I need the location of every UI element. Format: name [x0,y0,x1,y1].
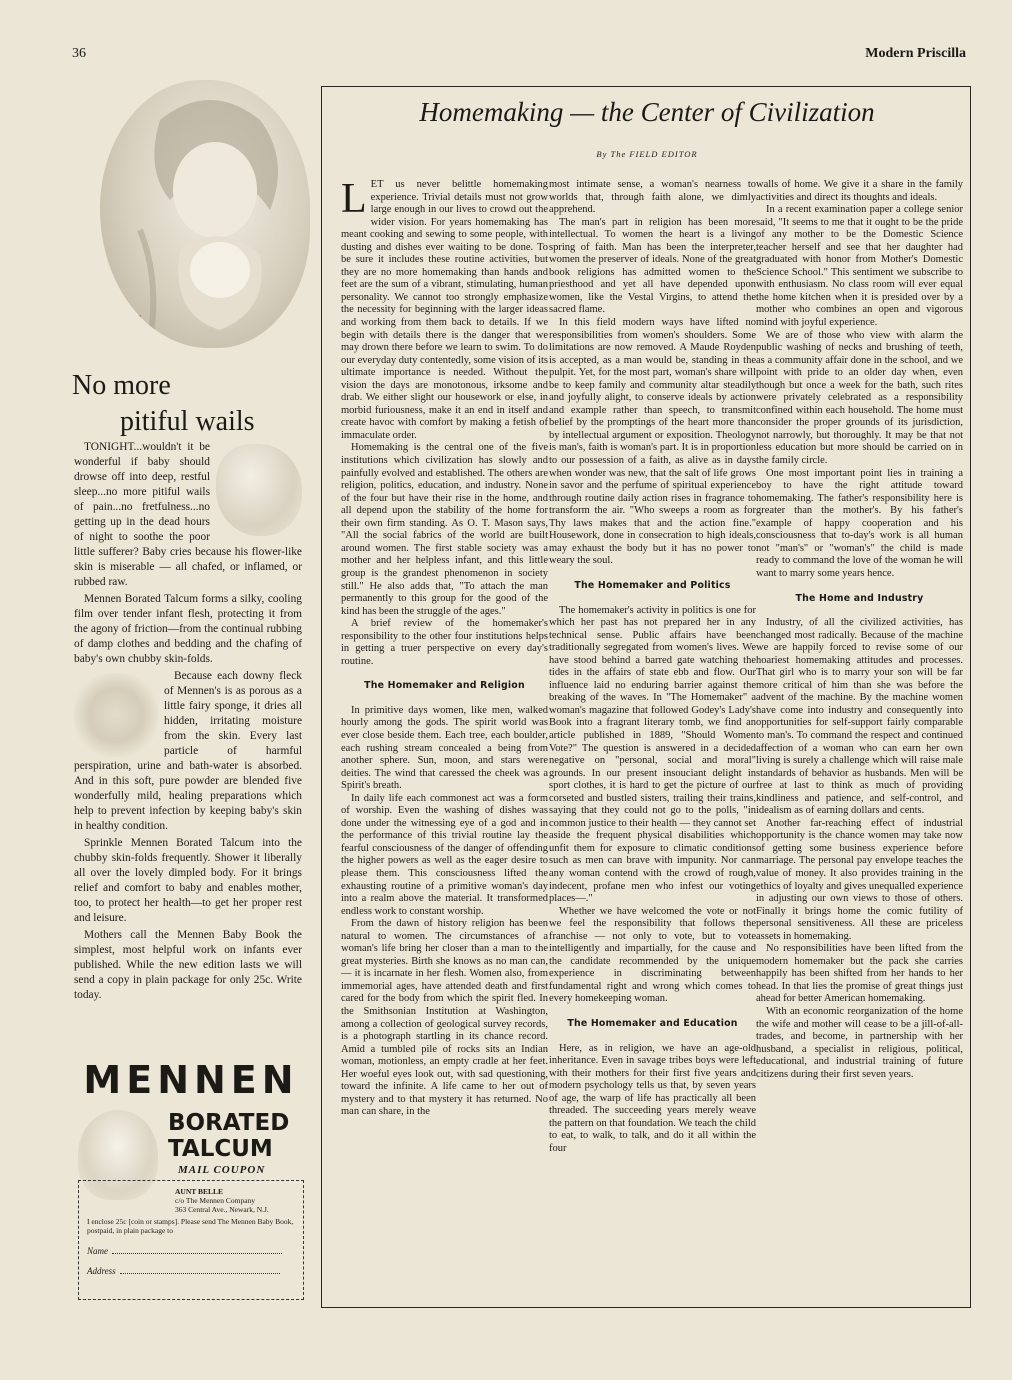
article-paragraph: One most important point lies in training a boy to have the right attitude toward homemaking. The father's responsibility here is greater than the mother's. By his father's example of happy cooperation and his consciousness that to-day's work is all human not "man's" or "woman's" the child is made ready to command the love of the woman he will want to marry some years hence. [756,467,963,579]
section-heading: The Home and Industry [795,592,924,604]
coupon-enclose-text: I enclose 25c [coin or stamps]. Please send The Mennen Baby Book, postpaid, in plain package to [87,1217,294,1235]
coupon-name-field[interactable] [87,1247,282,1256]
article-paragraph: From the dawn of history religion has been natural to women. The circumstances of a woman's life bring her closer than a man to the great mysteries. Birth she knows as no man can, — it is incarnate in her flesh. Women also, from immemorial ages, have attended death and first cared for the body from which the spirit fled. In the Smithsonian Institution at Washington, among a collection of geological survey records, is a photograph startling in its chance record. Amid a tumbled pile of rocks sits an Indian woman, motionless, an empty cradle at her feet. Her woeful eyes look out, with sad questioning, toward the infinite. A life came to her out of mystery and to that mystery it has returned. No man can share, in the [341,918,548,1118]
crying-baby-illustration [216,444,302,536]
mennen-advertisement [70,80,305,1320]
article-paragraph: With an economic reorganization of the home the wife and mother will cease to be a jill-of-all-trades, and become, in partnership with her husband, a specialist in religious, political, educational, and industrial training of future citizens during their first seven years. [756,1006,963,1080]
article-paragraph: walls of home. We give it a share in the family activities and direct its thoughts and ideals. [756,179,963,203]
ad-paragraph: Mothers call the Mennen Baby Book the simplest, most helpful work on infants ever published. While the new edition lasts we will send a copy in plain package for only 25c. Write today. [74,929,302,1001]
coupon-address-label: Address [87,1266,116,1276]
ad-headline-line1: No more [72,370,171,401]
article-paragraph: The man's part in religion has been more intellectual. To women the heart is a living spring of faith. Man has been the interpreter, women the preserver of ideals. None of the great book religions has admitted women to the priesthood and yet all have depended upon women, like the Vestal Virgins, to attend the sacred flame. [549,216,756,316]
article-byline: By The FIELD EDITOR [596,149,698,159]
drop-cap: L [341,179,367,222]
coupon-address-field[interactable] [87,1267,280,1276]
ad-body-text [74,440,302,1005]
mennen-logo: MENNEN [83,1058,299,1102]
coupon-address-line[interactable] [120,1273,280,1274]
mail-coupon [78,1110,304,1298]
article-column-1 [341,179,548,1301]
product-name-line1: BORATED [168,1110,290,1136]
article-paragraph: In this field modern ways have lifted no responsibilities from women's shoulders. Some limitations are now removed. A Maude Royden is accepted, as a man would be, standing in the pulpit. Yet, for the most part, woman's share will be to keep family and community altar steadily and joyfully alight, to conserve ideals by action and example rather than speech, to transmit belief by the promptings of the heart more than by intellectual argument or exposition. Theology is man's, faith is woman's part. It is in proportion to our possession of a faith, as alive as in days when wonder was new, that the salt of life grows in savor and the perfume of spiritual experience through routine daily action rises in fragrance to transform the air. "Who sweeps a room as for Thy laws makes that and the action fine." Housework, done in consecration to high ideals, may exhaust the body but it has no power to weary the soul. [549,317,756,567]
article-paragraph: In a recent examination paper a college senior said, "It seems to me that it ought to be the pride of any mother to be the Domestic Science teacher herself and see that her daughter had graduated with honor from Mother's Domestic Science School." This sentiment we subscribe to with enthusiasm. No class room will ever equal the home kitchen when it is presided over by a mother who combines an open and vigorous mind with joyful experience. [756,204,963,329]
coupon-form[interactable] [78,1180,304,1300]
artist-signature: Annie Benson Müller [108,314,142,327]
mother-baby-sketch-icon [100,80,310,348]
article-frame [321,86,971,1308]
coupon-title: MAIL COUPON [178,1164,266,1176]
magazine-title: Modern Priscilla [865,46,966,61]
article-column-2 [549,179,756,1301]
article-paragraph: Industry, of all the civilized activities, has changed most radically. Because of the machine we are happily forced to revise some of our hoariest homemaking attitudes and processes. That girl who is to marry your son will be far more critical of him than she was before the advent of the machine. By the machine women have come into industry and consequently into opportunities for self-support fairly comparable to man's. To command the respect and continued affection of a woman who can earn her own living is surely a challenge which will raise male standards of behavior as husbands. Men will be free at last to think as much of providing kindliness and patience, and self-control, and idealism as of earning dollars and cents. [756,617,963,817]
baby-toys-illustration [74,673,158,757]
article-column-3 [756,179,963,1301]
ad-paragraph: Mennen Borated Talcum forms a silky, cooling film over tender infant flesh, protecting it from the agony of friction—from the continual rubbing of damp clothes and bedding and the chafing of baby's own chubby skin-folds. [74,593,302,665]
coupon-addressee: AUNT BELLE [175,1187,224,1196]
section-heading: The Homemaker and Education [567,1018,738,1029]
ad-paragraph: Because each downy fleck of Mennen's is as porous as a little fairy sponge, it dries all hidden, irritating moisture from the skin. Every last particle of harmful perspiration, urine and bath-water is absorbed. And in this soft, pure powder are blended five wonderfully mild, healing preparations which help to prevent infection by keeping baby's skin in healthy condition. [74,670,302,832]
coupon-address-line2: 363 Central Ave., Newark, N.J. [175,1205,269,1214]
article-paragraph: A brief review of the homemaker's responsibility to the other four institutions helps in getting a truer perspective on every day's routine. [341,618,548,667]
column-3-content [756,179,963,1081]
coupon-address-line1: c/o The Mennen Company [175,1196,256,1205]
page-number: 36 [72,46,86,61]
article-paragraph: The homemaker's activity in politics is one for which her past has not prepared her in any technical sense. Public affairs have been traditionally segregated from women's lives. We have stood behind a barred gate watching the tides in the affairs of state ebb and flow. Our influence laid no enduring barrier against the breaking of the waves. In "The Homemaker" a woman's magazine that followed Godey's Lady's Book into a fragrant literary tomb, we find an article published in 1889, "Should Women Vote?" The question is answered in a decided negative on "personal, social and moral" grounds. In our present insouciant delight in sport clothes, it is hard to get the picture of our corseted and bustled sisters, trailing their trains, saying that they could not go to the polls, "in common justice to their health — they cannot set aside the frequent physical disabilities which unfit them for exposure to climatic conditions such as men can brave with impunity. Nor can any woman contend with the crowd of rough, indecent, profane men who infest our voting places—." [549,604,756,905]
ad-headline-line2: pitiful wails [120,406,255,437]
coupon-address [175,1187,299,1214]
article-paragraph: No responsibilities have been lifted from the modern homemaker but the pack she carries happily has been shifted from her hands to her head. In that lies the promise of great things just ahead for better American homemaking. [756,943,963,1005]
ad-paragraph: Sprinkle Mennen Borated Talcum into the chubby skin-folds frequently. Shower it liberally all over the lovely dimpled body. For it brings relief and comfort to baby and enables mother, too, to protect her health—to get her proper rest and leisure. [74,837,302,924]
coupon-name-label: Name [87,1246,108,1256]
article-paragraph: We are of those who view with alarm the public washing of necks and brushing of teeth, as a community affair done in the school, and we point with pride to an older day when, even though but once a week for the bath, such rites were privately celebrated as a responsibility confined within each household. The home must consider the proper grounds of its jurisdiction, not narrowly, but thoroughly. It may be that not less education but more should be carried on in the family circle. [756,329,963,467]
section-heading: The Homemaker and Politics [574,579,731,591]
article-paragraph: Here, as in religion, we have an age-old inheritance. Even in savage tribes boys were left with their mothers for their first five years and modern psychology tells us that, by seven years of age, the warp of life has practically all been threaded. The succeeding years merely weave the pattern on that foundation. We teach the child to eat, to walk, to talk, and do it all within the four [549,1042,756,1154]
ad-paragraph: TONIGHT...wouldn't it be wonderful if baby should drowse off into deep, restful sleep...no more pitiful wails of pain...no fretfulness...no getting up in the dead hours of night to soothe the poor little sufferer? Baby cries because his flower-like skin is miserable — all chafed, or inflamed, or rubbed raw. [74,441,302,588]
article-paragraph: Homemaking is the central one of the five institutions which civilization has slowly and painfully evolved and established. The others are religion, politics, education, and industry. None of the four but have their rise in the home, and all depend upon the stability of the home for their own firm standing. As O. T. Mason says, "All the social fabrics of the world are built around women. The first stable society was a mother and her helpless infant, and this little group is the grandest phenomenon in society still." He also adds that, "To attach the man permanently to this group for the good of the kind has been the struggle of the ages." [341,442,548,617]
product-name [168,1110,289,1162]
column-2-content [549,179,756,1155]
coupon-name-line[interactable] [112,1253,282,1254]
article-title: Homemaking — the Center of Civilization [419,97,875,127]
section-heading: The Homemaker and Religion [364,680,525,692]
article-paragraph: ET us never belittle homemaking experience. Trivial details must not grow large enough in our lives to crowd out the wider vision. For years homemaking has meant cooking and sewing to some people, with dusting and dishes ever waiting to be done. To be sure it includes these routine activities, but they are no more homemaking than hands and feet are the sum of a vibrant, stimulating, human personality. We cannot too strongly emphasize the necessity for beginning with the larger ideas and working from them back to details. If we begin with details there is the danger that we may drown there before we learn to swim. To do our everyday duty contentedly, some vision of its ultimate importance is needed. Without the vision the days are monotonous, irksome and drab. We either slight our housework or else, in morbid furiousness, make it an end in itself and create havoc with comfort by making a fetish of immaculate order. [341,179,548,441]
article-paragraph: In daily life each commonest act was a form of worship. Even the washing of dishes was done under the witnessing eye of a god and in the performance of this trivial routine lay the fearful consciousness of the danger of offending the higher powers as well as the eager desire to please them. This consciousness lifted the exhausting routine of a primitive woman's day into a realm above the material. It transformed endless work to constant worship. [341,792,548,917]
column-1-content [341,179,548,1119]
ad-headline [72,368,255,440]
mother-and-baby-illustration [100,80,310,348]
article-paragraph: Whether we have welcomed the vote or not we feel the responsibility that follows the franchise — not only to vote, but to vote intelligently and impartially, for the cause and the candidate recommended by the unique experience in discriminating between fundamental right and wrong which comes to every homekeeping woman. [549,905,756,1005]
article-paragraph: Another far-reaching effect of industrial opportunity is the chance women may take now of getting some business experience before marriage. The personal pay envelope teaches the value of money. It also provides training in the ethics of loyalty and gives unequalled experience in adjusting our own views to those of others. Finally it brings home the comic futility of personal sensitiveness. All these are priceless assets in homemaking. [756,817,963,942]
product-name-line2: TALCUM [168,1136,273,1162]
article-paragraph: In primitive days women, like men, walked hourly among the gods. The spirit world was ever close beside them. Each tree, each boulder, each rushing stream concealed a being from another sphere. Sun, moon, and stars were deities. The wind that caressed the cheek was a Spirit's breath. [341,704,548,792]
article-paragraph: most intimate sense, a woman's nearness to worlds that, through faith alone, we dimly apprehend. [549,179,756,216]
